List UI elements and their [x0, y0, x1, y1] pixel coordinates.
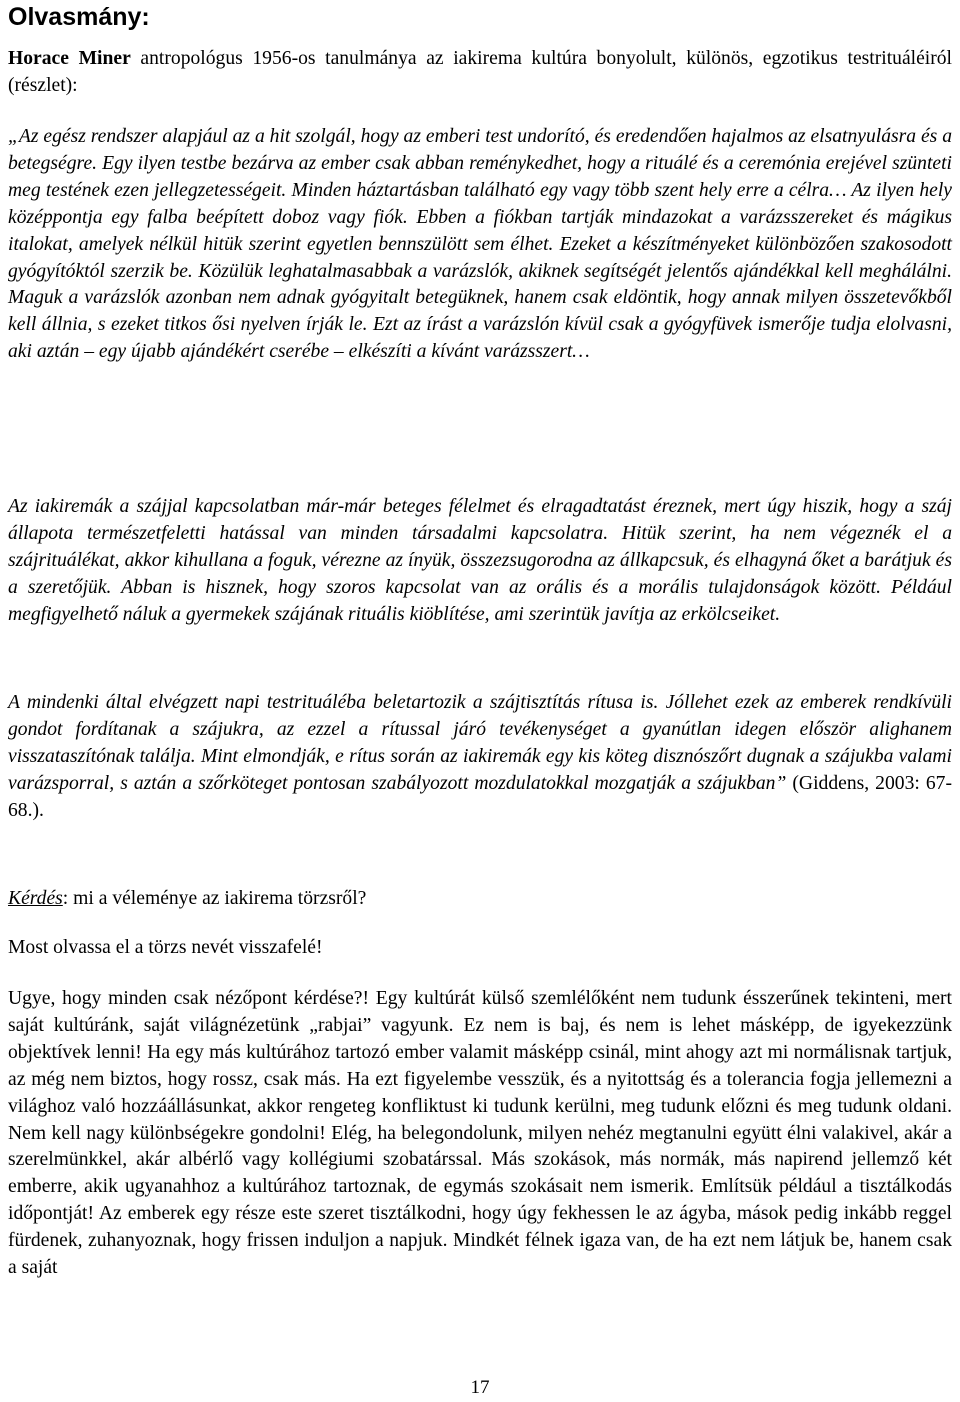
question-paragraph	[8, 886, 952, 913]
closing-paragraph: Ugye, hogy minden csak nézőpont kérdése?! Egy kultúrát külső szemlélőként nem tudunk ésszerűnek tekinteni, mert saját kultúránk, saját világnézetünk „rabjai” vagyunk. Ez nem is baj, és nem is lehet másképp, de igyekezzünk objektívek lenni! Ha egy más kultúrához tartozó ember valamit másképp csinál, mint ahogy azt mi normálisnak tartjuk, az még nem biztos, hogy rossz, csak más. Ha ezt figyelembe vesszük, és a nyitottság és a tolerancia fogja jellemezni a világhoz való hozzáállásunkat, akkor rengeteg konfliktust ki tudunk kerülni, meg tudunk előzni és meg tudunk oldani. Nem kell nagy különbségekre gondolni! Elég, ha belegondolunk, milyen nehéz megtanulni együtt élni valakivel, akár a szerelmünkkel, akár albérlő vagy kollégiumi szobatárssal. Más szokások, más normák, más napirend jellemző két emberre, akik ugyanahhoz a kultúrához tartoznak, de egymás szokásait nem ismerik. Említsük például a tisztálkodás időpontját! Az emberek egy része este szeret tisztálkodni, hogy úgy fekhessen le az ágyba, mások pedig inkább reggel fürdenek, zuhanyoznak, hogy frissen induljon a napjuk. Mindkét félnek igaza van, de ha ezt nem látjuk be, hanem csak a saját	[8, 988, 952, 1279]
author-name: Horace Miner	[8, 48, 131, 69]
question-text: : mi a véleménye az iakirema törzsről?	[62, 888, 367, 909]
page-number: 17	[470, 1377, 490, 1398]
quote-paragraph-3-text: A mindenki által elvégzett napi testrituáléba beletartozik a szájtisztítás rítusa is. Jóllehet ezek az emberek rendkívüli gondot fordítanak a szájukra, az ezzel a rítussal járó tevékenységet a gyanútlan idegen először alighanem visszataszítónak találja. Mint elmondják, e rítus során az iakiremák egy kis köteg disznószőrt dugnak a szájukba valami varázsporral, s aztán a szőrköteget pontosan szabályozott mozdulatokkal mozgatják a szájukban”	[8, 692, 952, 794]
intro-text: antropológus 1956-os tanulmánya az iakirema kultúra bonyolult, különös, egzotikus testrituáléiról (részlet):	[8, 48, 952, 96]
citation: (Giddens, 2003: 67-68.).	[8, 772, 952, 821]
quote-paragraph-1: „Az egész rendszer alapjául az a hit szolgál, hogy az emberi test undorító, és eredendően hajalmos az elsatnyulásra és a betegségre. Egy ilyen testbe bezárva az ember csak abban reménykedhet, hogy a rituálé és a ceremónia erejével szünteti meg testének ezen jellegzetességeit. Minden háztartásban található egy vagy több szent hely erre a célra… Az ilyen hely középpontja egy falba beépített doboz vagy fiók. Ebben a fiókban tartják mindazokat a varázsszereket és mágikus italokat, amelyek nélkül hitük szerint egyetlen bennszülött sem élhet. Ezeket a készítményeket különbözően szakosodott gyógyítóktól szerzik be. Közülük leghatalmasabbak a varázslók, akiknek segítségét jelentős ajándékkal kell meghálálni. Maguk a varázslók azonban nem adnak gyógyitalt betegüknek, hanem csak eldöntik, hogy annak milyen összetevőkből kell állnia, s ezeket titkos ősi nyelven írják le. Ezt az írást a varázslón kívül csak a gyógyfüvek ismerője tudja elolvasni, aki aztán – egy újabb ajándékért cserébe – elkészíti a kívánt varázsszert…	[8, 126, 952, 363]
page-title: Olvasmány:	[8, 3, 150, 31]
intro-paragraph	[8, 46, 952, 100]
quote-paragraph-3	[8, 690, 952, 825]
question-label: Kérdés	[8, 888, 63, 909]
instruction-paragraph: Most olvassa el a törzs nevét visszafelé!	[8, 937, 323, 958]
quote-paragraph-2: Az iakiremák a szájjal kapcsolatban már-már beteges félelmet és elragadtatást éreznek, mert úgy hiszik, hogy a száj állapota természetfeletti hatással van minden társadalmi kapcsolatra. Hitük szerint, ha nem végeznék el a szájrituálékat, akkor kihullana a foguk, vérezne az ínyük, összezsugorodna az állkapcsuk, és elhagyná őket a barátjuk és a szeretőjük. Abban is hisznek, hogy szoros kapcsolat van az orális és a morális tulajdonságok között. Például megfigyelhető náluk a gyermekek szájának rituális kiöblítése, ami szerintük javítja az erkölcseiket.	[8, 496, 952, 625]
